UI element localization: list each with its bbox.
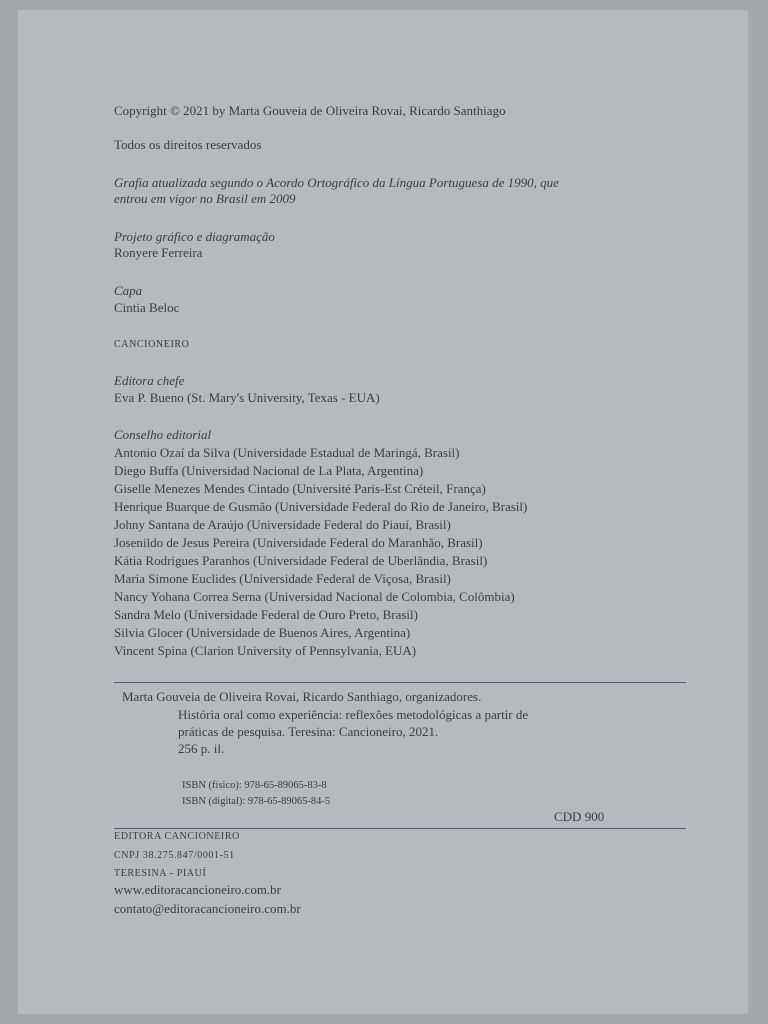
cover-label: Capa xyxy=(114,283,143,298)
board-member: Antonio Ozaí da Silva (Universidade Estadual de Maringá, Brasil) xyxy=(114,445,460,460)
footer-email: contato@editoracancioneiro.com.br xyxy=(114,901,301,916)
catalog-title-line-1: História oral como experiência: reflexões metodológicas a partir de xyxy=(178,707,529,722)
graphic-design-name: Ronyere Ferreira xyxy=(114,245,203,260)
board-member: Kátia Rodrigues Paranhos (Universidade Federal de Uberlândia, Brasil) xyxy=(114,553,488,568)
footer-website: www.editoracancioneiro.com.br xyxy=(114,882,282,897)
board-member: Silvia Glocer (Universidade de Buenos Aires, Argentina) xyxy=(114,625,411,640)
cdd-code: CDD 900 xyxy=(554,809,605,824)
editor-in-chief-label: Editora chefe xyxy=(114,373,185,388)
catalog-authors: Marta Gouveia de Oliveira Rovai, Ricardo Santhiago, organizadores. xyxy=(122,689,482,704)
footer-city: TERESINA - PIAUÍ xyxy=(114,868,207,879)
rights-line: Todos os direitos reservados xyxy=(114,137,262,152)
board-member: Henrique Buarque de Gusmão (Universidade Federal do Rio de Janeiro, Brasil) xyxy=(114,499,528,514)
board-member: Maria Simone Euclides (Universidade Federal de Viçosa, Brasil) xyxy=(114,571,451,586)
book-page xyxy=(18,10,748,1014)
graphic-design-label: Projeto gráfico e diagramação xyxy=(114,229,275,244)
catalog-pages: 256 p. il. xyxy=(178,741,225,756)
board-member: Giselle Menezes Mendes Cintado (Université Paris-Est Créteil, França) xyxy=(114,481,486,496)
catalog-top-rule xyxy=(114,682,686,683)
isbn-digital: ISBN (digital): 978-65-89065-84-5 xyxy=(182,796,331,807)
editor-in-chief-name: Eva P. Bueno (St. Mary's University, Texas - EUA) xyxy=(114,390,380,405)
editorial-board-label: Conselho editorial xyxy=(114,427,212,442)
catalog-title-line-2: práticas de pesquisa. Teresina: Cancioneiro, 2021. xyxy=(178,724,439,739)
board-member: Nancy Yohana Correa Serna (Universidad Nacional de Colombia, Colômbia) xyxy=(114,589,515,604)
orthography-line-1: Grafia atualizada segundo o Acordo Ortográfico da Língua Portuguesa de 1990, que xyxy=(114,175,559,190)
board-member: Johny Santana de Araújo (Universidade Federal do Piauí, Brasil) xyxy=(114,517,451,532)
board-member: Josenildo de Jesus Pereira (Universidade Federal do Maranhão, Brasil) xyxy=(114,535,483,550)
board-member: Sandra Melo (Universidade Federal de Ouro Preto, Brasil) xyxy=(114,607,418,622)
footer-publisher: EDITORA CANCIONEIRO xyxy=(114,831,240,842)
isbn-print: ISBN (físico): 978-65-89065-83-8 xyxy=(182,780,327,791)
copyright-line: Copyright © 2021 by Marta Gouveia de Oliveira Rovai, Ricardo Santhiago xyxy=(114,103,506,118)
orthography-line-2: entrou em vigor no Brasil em 2009 xyxy=(114,191,296,206)
publisher-name: CANCIONEIRO xyxy=(114,339,190,350)
board-member: Diego Buffa (Universidad Nacional de La Plata, Argentina) xyxy=(114,463,424,478)
footer-cnpj: CNPJ 38.275.847/0001-51 xyxy=(114,850,235,861)
board-member: Vincent Spina (Clarion University of Pennsylvania, EUA) xyxy=(114,643,417,658)
cover-name: Cintia Beloc xyxy=(114,300,180,315)
